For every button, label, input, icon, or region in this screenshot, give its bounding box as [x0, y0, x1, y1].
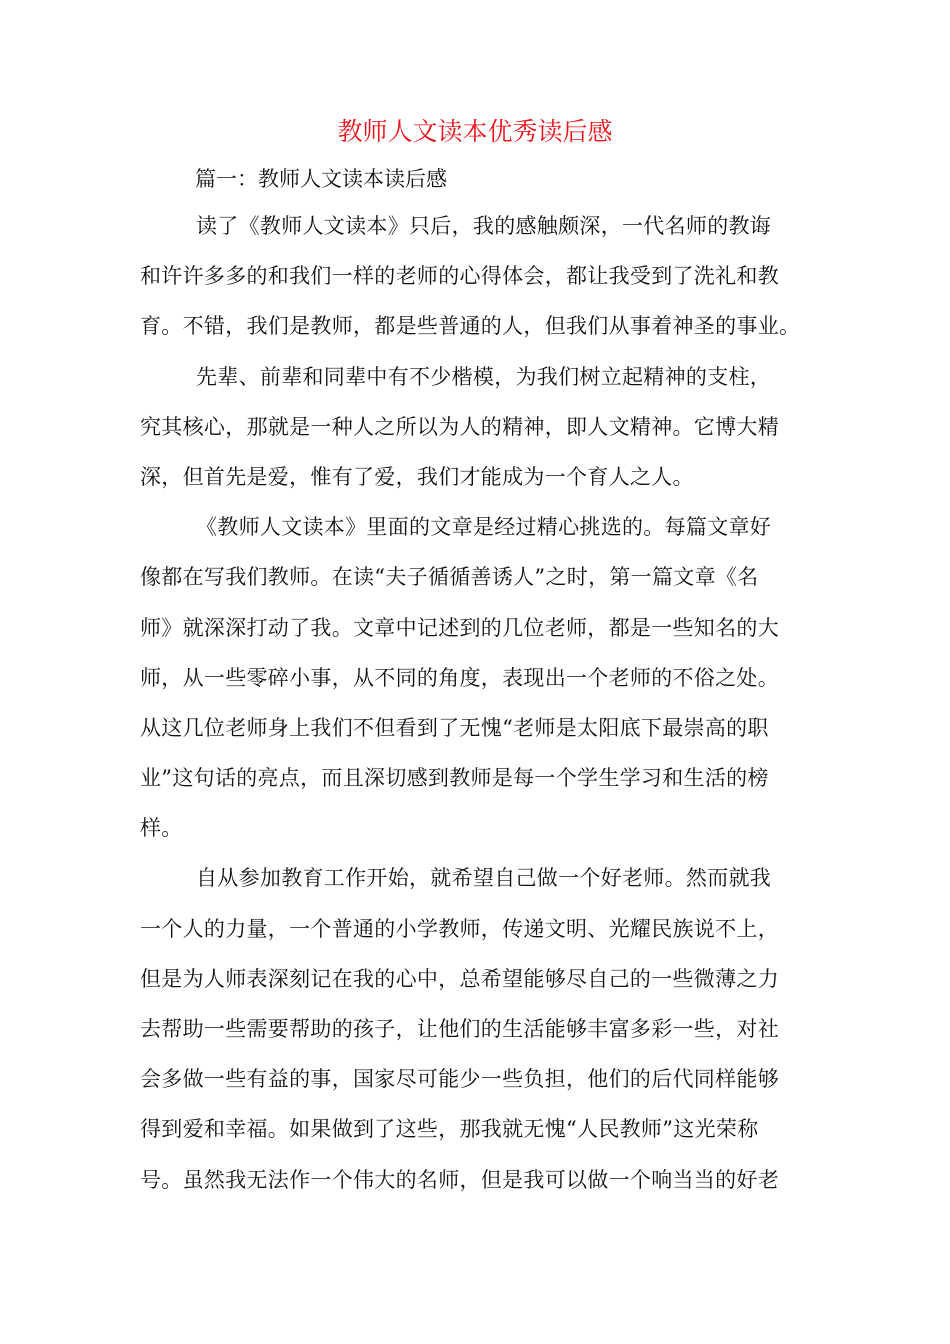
text-line: 样。 [140, 816, 183, 841]
text-line: 去帮助一些需要帮助的孩子，让他们的生活能够丰富多彩一些，对社 [140, 1017, 779, 1041]
section-heading: 篇一：教师人文读本读后感 [195, 167, 447, 191]
text-line: 业”这句话的亮点，而且深切感到教师是每一个学生学习和生活的榜 [140, 766, 769, 791]
text-line: 会多做一些有益的事，国家尽可能少一些负担，他们的后代同样能够 [140, 1067, 779, 1092]
text-line: 师，从一些零碎小事，从不同的角度，表现出一个老师的不俗之处。 [140, 665, 779, 690]
text-line: 先辈、前辈和同辈中有不少楷模，为我们树立起精神的支柱， [196, 364, 772, 389]
paragraph [140, 208, 812, 359]
text-line: 师》就深深打动了我。文章中记述到的几位老师，都是一些知名的大 [140, 615, 779, 640]
text-line: 一个人的力量，一个普通的小学教师，传递文明、光耀民族说不上， [140, 916, 779, 941]
text-line: 自从参加教育工作开始，就希望自己做一个好老师。然而就我 [196, 866, 772, 891]
text-line: 像都在写我们教师。在读“夫子循循善诱人”之时，第一篇文章《名 [140, 565, 759, 590]
text-line: 但是为人师表深刻记在我的心中，总希望能够尽自己的一些微薄之力 [140, 966, 779, 991]
text-line: 究其核心，那就是一种人之所以为人的精神，即人文精神。它博大精 [140, 414, 779, 439]
text-line: 和许许多多的和我们一样的老师的心得体会，都让我受到了洗礼和教 [140, 264, 779, 289]
paragraph [140, 509, 812, 860]
text-line: 号。虽然我无法作一个伟大的名师，但是我可以做一个响当当的好老 [140, 1167, 779, 1192]
document-body [140, 208, 812, 1212]
paragraph [140, 359, 812, 510]
text-line: 读了《教师人文读本》只后，我的感触颇深，一代名师的教诲 [196, 214, 772, 238]
text-line: 得到爱和幸福。如果做到了这些，那我就无愧“人民教师”这光荣称 [140, 1117, 759, 1142]
text-line: 《教师人文读本》里面的文章是经过精心挑选的。每篇文章好 [196, 515, 772, 540]
document-title: 教师人文读本优秀读后感 [337, 117, 613, 146]
text-line: 深，但首先是爱，惟有了爱，我们才能成为一个育人之人。 [140, 464, 694, 489]
paragraph [140, 860, 812, 1211]
text-line: 从这几位老师身上我们不但看到了无愧“老师是太阳底下最崇高的职 [140, 715, 769, 740]
text-line: 育。不错，我们是教师，都是些普通的人，但我们从事着神圣的事业。 [140, 314, 801, 339]
